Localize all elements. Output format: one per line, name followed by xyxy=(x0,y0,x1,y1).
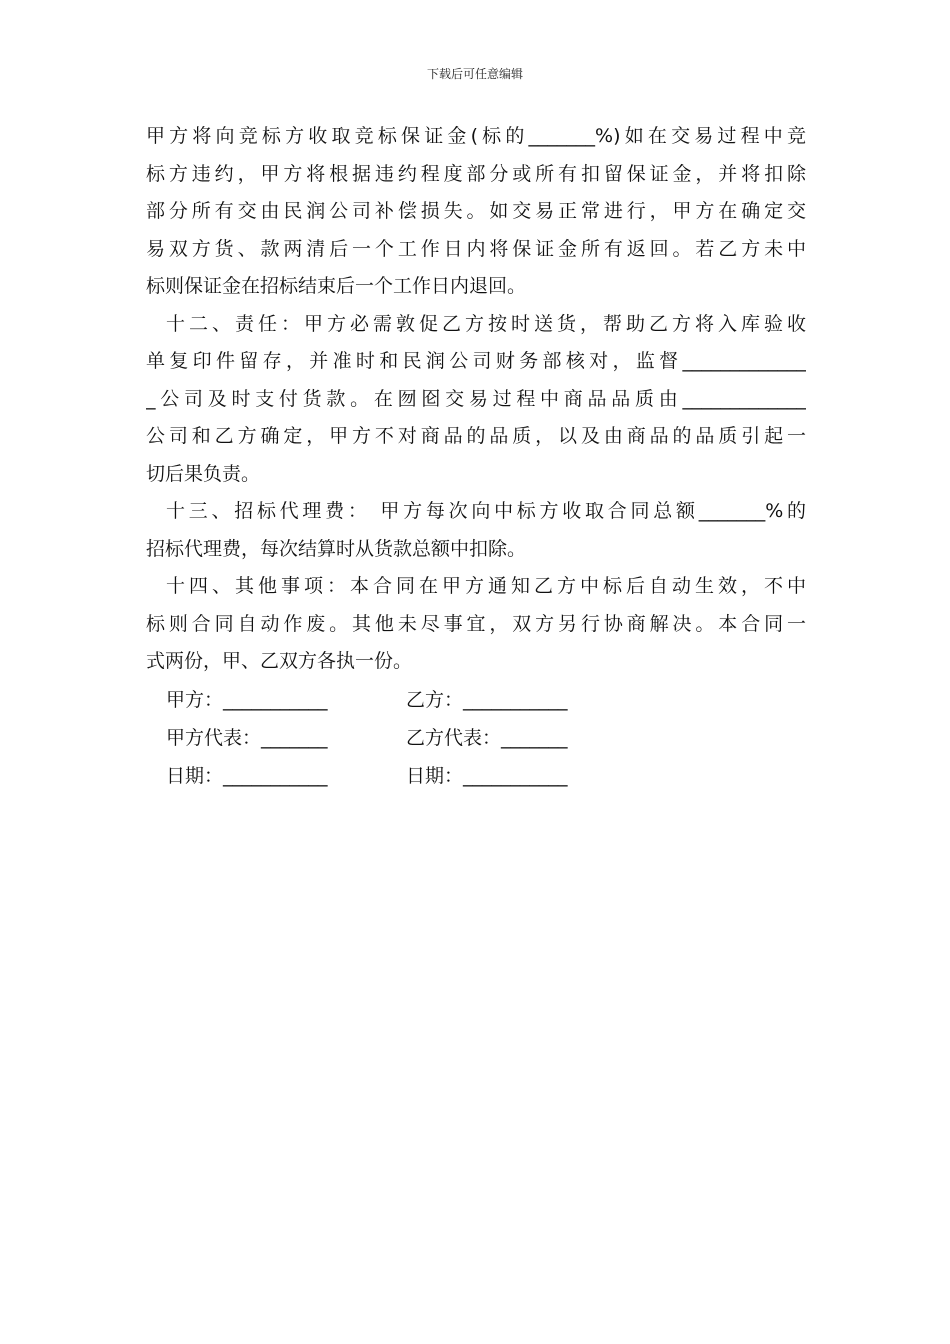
clause-thirteen-heading-line: 十三、招标代理费： 甲方每次向中标方收取合同总额_______%的 xyxy=(166,500,806,522)
party-b-representative: 乙方代表：_______ xyxy=(406,726,568,749)
party-a-signature: 甲方：___________ xyxy=(166,688,328,711)
paragraph-line: 标则保证金在招标结束后一个工作日内退回。 xyxy=(146,275,527,297)
paragraph-line: 公司和乙方确定，甲方不对商品的品质，以及由商品的品质引起一 xyxy=(146,425,806,447)
party-b-date: 日期：___________ xyxy=(406,764,568,787)
paragraph-line: 甲方将向竞标方收取竞标保证金(标的_______%)如在交易过程中竞 xyxy=(146,125,806,147)
party-b-signature: 乙方：___________ xyxy=(406,688,568,711)
paragraph-line: 标方违约，甲方将根据违约程度部分或所有扣留保证金，并将扣除 xyxy=(146,162,806,185)
clause-fourteen-heading-line: 十四、其他事项：本合同在甲方通知乙方中标后自动生效，不中 xyxy=(166,575,806,597)
paragraph-line: 式两份，甲、乙双方各执一份。 xyxy=(146,650,413,672)
paragraph-line: 招标代理费，每次结算时从货款总额中扣除。 xyxy=(146,537,527,560)
document-body xyxy=(146,118,806,795)
signature-row-representative xyxy=(146,719,806,757)
clause-twelve-heading-line: 十二、责任：甲方必需敦促乙方按时送货，帮助乙方将入库验收 xyxy=(166,312,806,335)
paragraph-line: _公司及时支付货款。在囫囵交易过程中商品品质由_____________ xyxy=(146,387,806,410)
party-a-date: 日期：___________ xyxy=(166,764,328,787)
page-header: 下载后可任意编辑 xyxy=(426,67,523,81)
paragraph-line: 标则合同自动作废。其他未尽事宜，双方另行协商解决。本合同一 xyxy=(146,612,806,635)
paragraph-line: 部分所有交由民润公司补偿损失。如交易正常进行，甲方在确定交 xyxy=(146,200,806,222)
paragraph-line: 单复印件留存，并准时和民润公司财务部核对，监督_____________ xyxy=(146,350,806,372)
signature-row-date xyxy=(146,757,806,795)
paragraph-line: 切后果负责。 xyxy=(146,462,261,485)
signature-row-party xyxy=(146,681,806,719)
party-a-representative: 甲方代表：_______ xyxy=(166,726,328,749)
paragraph-line: 易双方货、款两清后一个工作日内将保证金所有返回。若乙方未中 xyxy=(146,237,806,260)
